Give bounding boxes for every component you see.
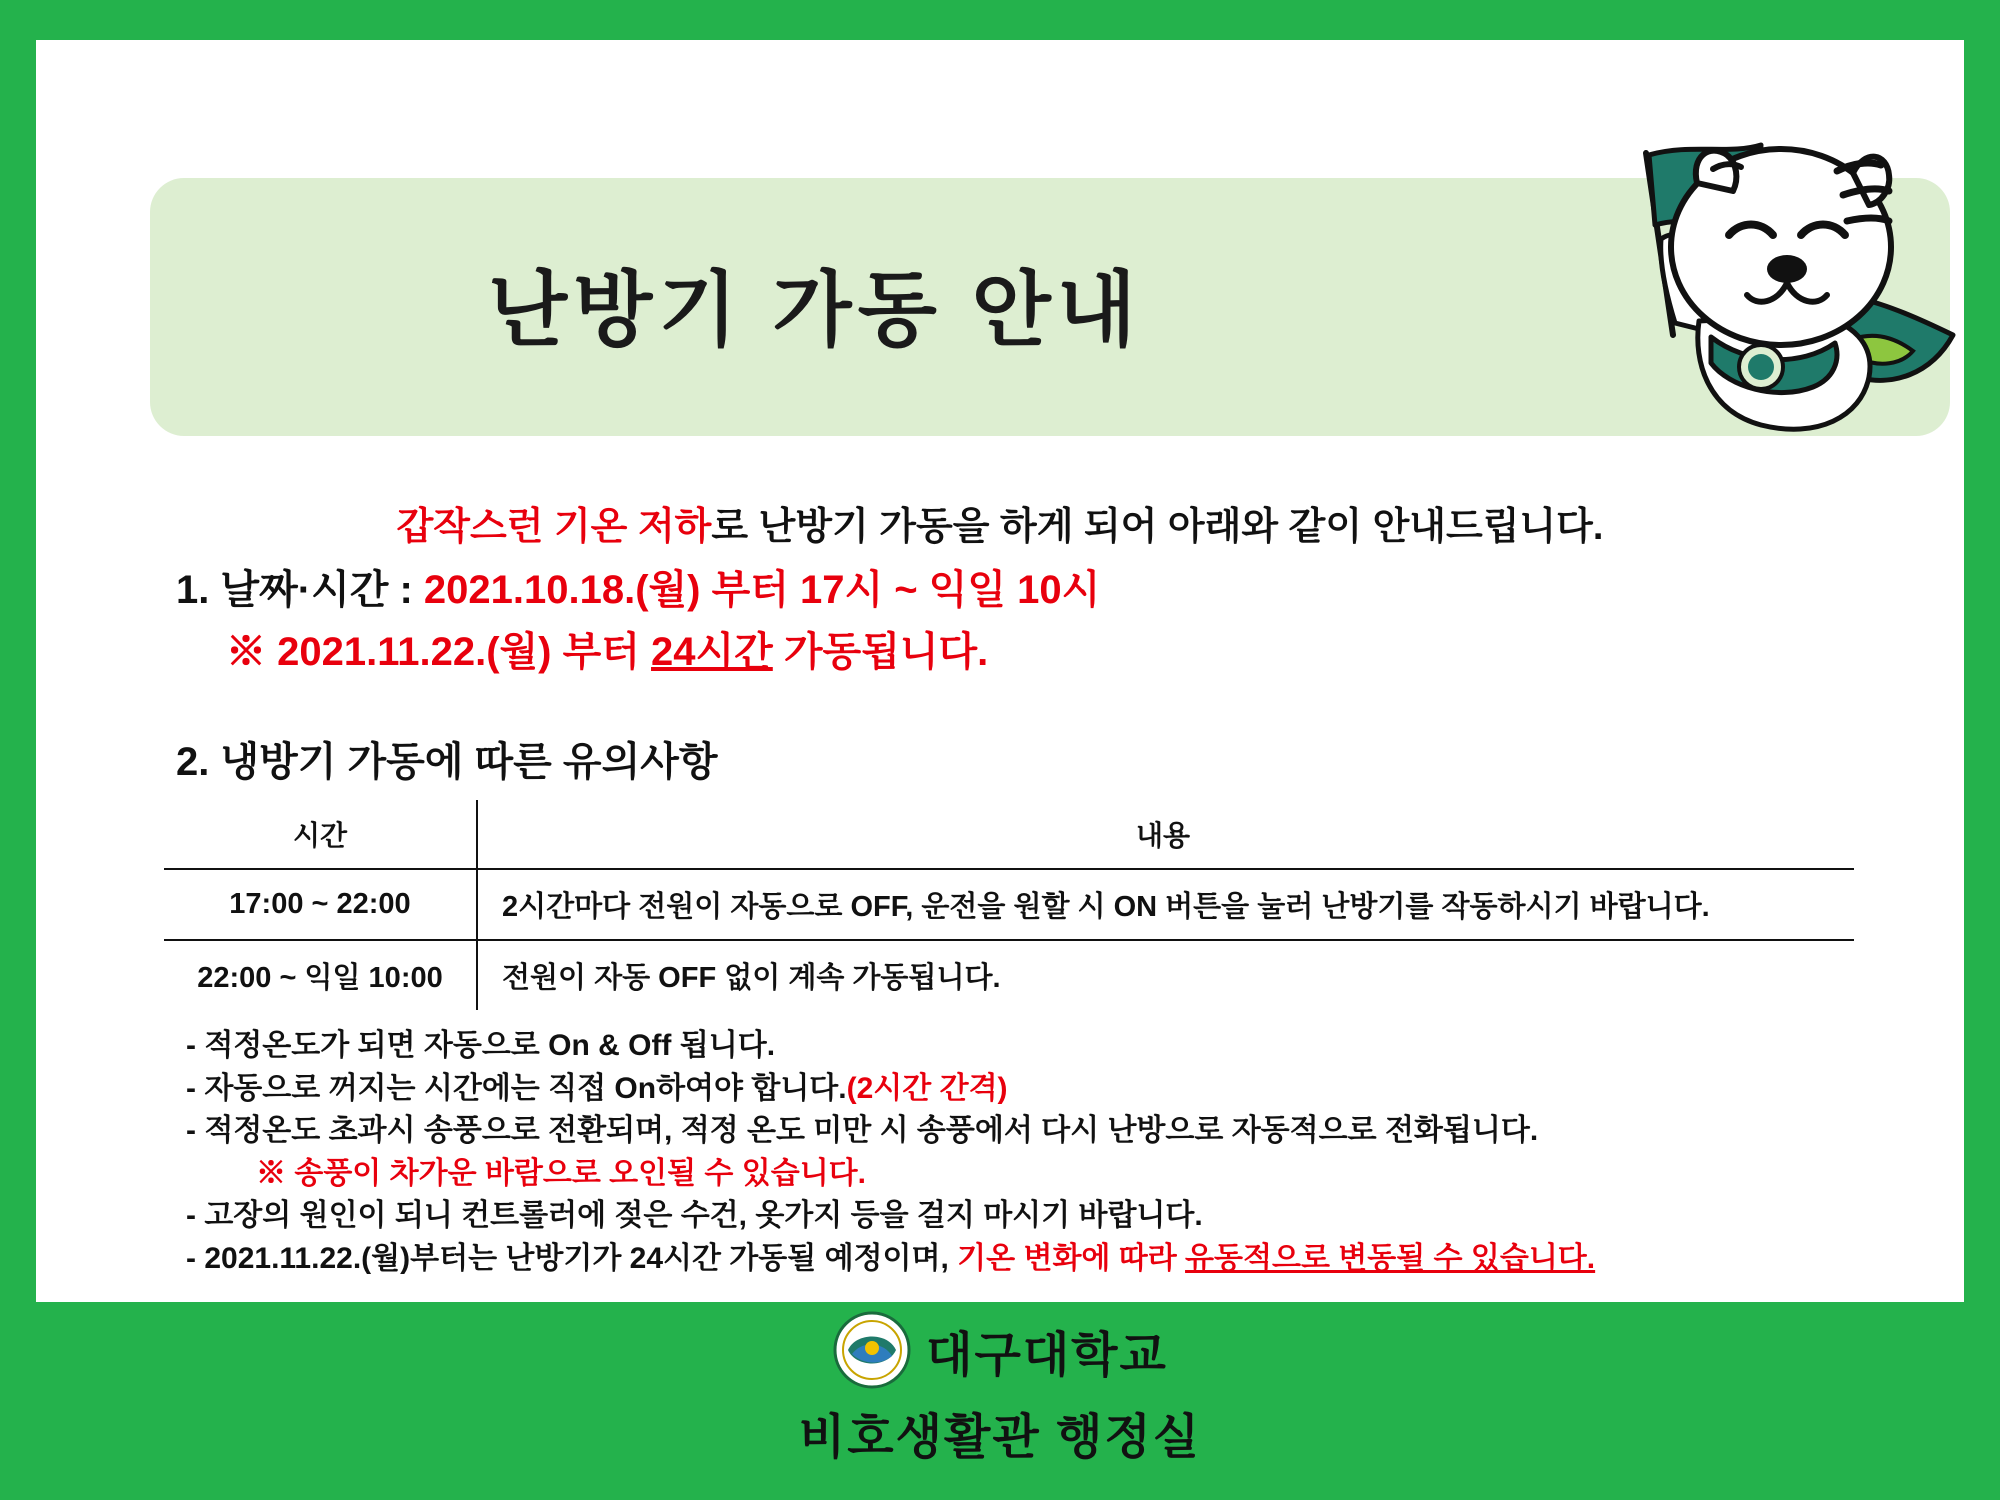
note5-red-underline: 유동적으로 변동될 수 있습니다. xyxy=(1185,1241,1596,1275)
item1-label: 1. 날짜·시간 : xyxy=(176,568,424,612)
item1-note-suffix: 가동됩니다. xyxy=(772,630,989,674)
notes-list xyxy=(186,1025,1886,1281)
poster-card xyxy=(36,40,1964,1302)
row2-time: 22:00 ~ 익일 10:00 xyxy=(164,940,477,1010)
note-item-5 xyxy=(186,1238,1886,1281)
table-header-content: 내용 xyxy=(477,800,1854,869)
note-item-1: - 적정온도가 되면 자동으로 On & Off 됩니다. xyxy=(186,1029,776,1062)
row1-time: 17:00 ~ 22:00 xyxy=(164,869,477,940)
row1-desc: 2시간마다 전원이 자동으로 OFF, 운전을 원할 시 ON 버튼을 눌러 난방기를 작동하시기 바랍니다. xyxy=(477,869,1854,940)
table-row xyxy=(164,869,1854,940)
university-name: 대구대학교 xyxy=(926,1328,1168,1382)
table-header-time: 시간 xyxy=(164,800,477,869)
intro-red-part: 갑작스런 기온 저하 xyxy=(396,506,712,548)
note5-black: - 2021.11.22.(월)부터는 난방기가 24시간 가동될 예정이며, xyxy=(186,1241,958,1275)
office-name: 비호생활관 행정실 xyxy=(798,1411,1202,1464)
table-header-row xyxy=(164,800,1854,869)
footer xyxy=(0,1310,2000,1467)
note2-black: - 자동으로 꺼지는 시간에는 직접 On하여야 합니다. xyxy=(186,1071,847,1105)
section2-heading: 2. 냉방기 가동에 따른 유의사항 xyxy=(176,740,718,784)
note-item-3: - 적정온도 초과시 송풍으로 전환되며, 적정 온도 미만 시 송풍에서 다시 난방으로 자동적으로 전화됩니다. xyxy=(186,1114,1539,1148)
item1-line xyxy=(176,558,1100,615)
item1-note-underline: 24시간 xyxy=(651,630,773,674)
note-item-2 xyxy=(186,1068,1886,1111)
schedule-table xyxy=(164,800,1854,1010)
table-row xyxy=(164,940,1854,1010)
footer-university-row xyxy=(0,1310,2000,1390)
note2-red: (2시간 간격) xyxy=(846,1071,1008,1105)
intro-rest-part: 로 난방기 가동을 하게 되어 아래와 같이 안내드립니다. xyxy=(711,506,1604,548)
note-item-3-sub: ※ 송풍이 차가운 바람으로 오인될 수 있습니다. xyxy=(256,1156,866,1190)
item1-note-line xyxy=(226,620,988,677)
note5-red: 기온 변화에 따라 xyxy=(957,1241,1186,1275)
item1-value: 2021.10.18.(월) 부터 17시 ~ 익일 10시 xyxy=(423,568,1101,612)
mascot-tiger-icon xyxy=(1461,125,1981,455)
row2-desc: 전원이 자동 OFF 없이 계속 가동됩니다. xyxy=(502,962,1001,994)
intro-sentence xyxy=(36,495,1964,550)
page-title: 난방기 가동 안내 xyxy=(487,265,1143,356)
note-item-4: - 고장의 원인이 되니 컨트롤러에 젖은 수건, 옷가지 등을 걸지 마시기 바랍니다. xyxy=(186,1199,1203,1233)
university-emblem-icon xyxy=(832,1310,912,1390)
item1-note-prefix: ※ 2021.11.22.(월) 부터 xyxy=(226,630,652,674)
